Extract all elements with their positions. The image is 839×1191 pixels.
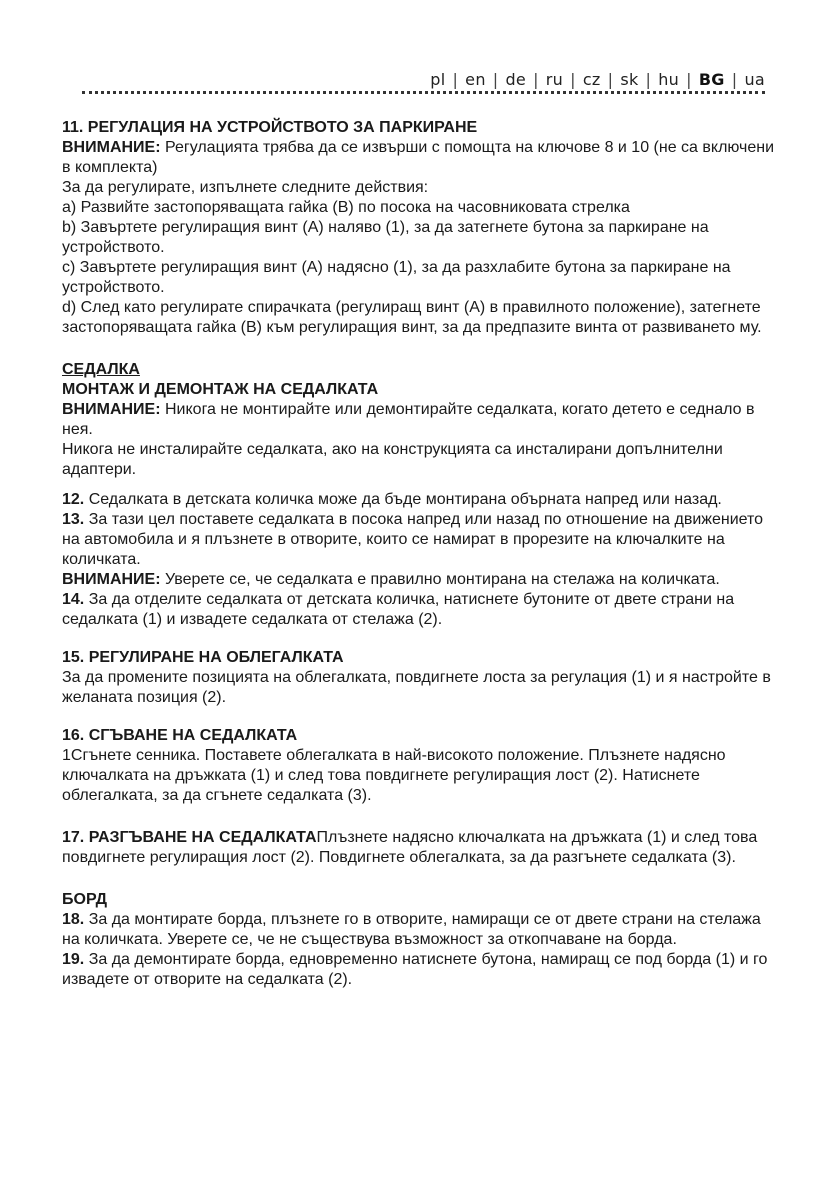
section-11-step-b: b) Завъртете регулиращия винт (A) наляво (1), за да затегнете бутона за паркиране на устройството.: [62, 219, 709, 256]
lang-ua[interactable]: ua: [744, 70, 765, 89]
lang-separator: |: [492, 70, 499, 89]
section-19: [62, 950, 782, 990]
step-number: 18.: [62, 911, 85, 928]
lang-cz[interactable]: cz: [582, 70, 601, 89]
bord-title: БОРД: [62, 891, 108, 908]
section-11-step-c: c) Завъртете регулиращия винт (A) надясно (1), за да разхлабите бутона за паркиране на устройството.: [62, 259, 731, 296]
section-18: [62, 910, 782, 950]
section-14: [62, 590, 782, 630]
seat-warning: [62, 400, 782, 440]
step-text: За да демонтирате борда, едновременно натиснете бутона, намиращ се под борда (1) и го извадете от отворите на седалката (2).: [62, 951, 768, 988]
section-11-warning: [62, 138, 782, 178]
lang-de[interactable]: de: [505, 70, 527, 89]
step-text: За да отделите седалката от детската количка, натиснете бутоните от двете страни на седалката (1) и извадете седалката от стелажа (2).: [62, 591, 735, 628]
warning-text: Регулацията трябва да се извърши с помощта на ключове 8 и 10 (не са включени в комплекта): [62, 139, 775, 176]
language-selector: [430, 70, 765, 89]
section-11-intro: За да регулирате, изпълнете следните действия:: [62, 179, 429, 196]
header-dotted-divider: [82, 91, 765, 94]
step-number: 14.: [62, 591, 85, 608]
section-16-title: 16. СГЪВАНЕ НА СЕДАЛКАТА: [62, 727, 298, 744]
lang-separator: |: [645, 70, 652, 89]
lang-separator: |: [686, 70, 692, 89]
warning-label: ВНИМАНИЕ:: [62, 401, 161, 418]
lang-separator: |: [607, 70, 614, 89]
section-13: [62, 510, 782, 570]
section-12: [62, 490, 782, 510]
lang-pl[interactable]: pl: [430, 70, 446, 89]
lang-sk[interactable]: sk: [620, 70, 639, 89]
lang-ru[interactable]: ru: [545, 70, 564, 89]
step-text: Седалката в детската количка може да бъде монтирана обърната напред или назад.: [84, 491, 722, 508]
section-11-step-d: d) След като регулирате спирачката (регулиращ винт (A) в правилното положение), затегнете застопоряващата гайка (B) към регулиращия винт, за да предпазите винта от развиването му.: [62, 299, 762, 336]
section-15-text: За да промените позицията на облегалката, повдигнете лоста за регулация (1) и я настройте в желаната позиция (2).: [62, 669, 771, 706]
section-15-title: 15. РЕГУЛИРАНЕ НА ОБЛЕГАЛКАТА: [62, 649, 344, 666]
lang-bg-active[interactable]: BG: [698, 70, 725, 89]
step-number: 13.: [62, 511, 85, 528]
section-13-warning: [62, 570, 782, 590]
section-17: [62, 828, 782, 868]
lang-separator: |: [570, 70, 576, 89]
lang-separator: |: [731, 70, 738, 89]
seat-heading: СЕДАЛКА: [62, 361, 140, 378]
seat-mount-title: МОНТАЖ И ДЕМОНТАЖ НА СЕДАЛКАТА: [62, 381, 379, 398]
section-17-title: 17. РАЗГЪВАНЕ НА СЕДАЛКАТА: [62, 829, 317, 846]
lang-separator: |: [533, 70, 539, 89]
lang-en[interactable]: en: [465, 70, 486, 89]
section-16-text: 1Сгънете сенника. Поставете облегалката в най-високото положение. Плъзнете надясно ключалката на дръжката (1) и след това повдигнете регулиращия лост (2). Натиснете облегалката, за да сгънете седалката (3).: [62, 747, 726, 804]
warning-text: Никога не монтирайте или демонтирайте седалката, когато детето е седнало в нея.: [62, 401, 755, 438]
step-text: За да монтирате борда, плъзнете го в отворите, намиращи се от двете страни на стелажа на количката. Уверете се, че не съществува възможност за откопчаване на борда.: [62, 911, 761, 948]
step-number: 12.: [62, 491, 85, 508]
step-text: За тази цел поставете седалката в посока напред или назад по отношение на движението на автомобила и я плъзнете в отворите, които се намират в прорезите на ключалките на количката.: [62, 511, 764, 568]
section-17-text: Плъзнете надясно ключалката на дръжката (1) и след това повдигнете регулиращия лост (2). Повдигнете облегалката, за да разгънете седалката (3).: [62, 829, 758, 866]
section-11-step-a: a) Развийте застопоряващата гайка (B) по посока на часовниковата стрелка: [62, 199, 630, 216]
step-number: 19.: [62, 951, 85, 968]
lang-separator: |: [452, 70, 459, 89]
warning-label: ВНИМАНИЕ:: [62, 571, 161, 588]
warning-text: Уверете се, че седалката е правилно монтирана на стелажа на количката.: [160, 571, 720, 588]
section-11-title: 11. РЕГУЛАЦИЯ НА УСТРОЙСТВОТО ЗА ПАРКИРАНЕ: [62, 119, 478, 136]
manual-content: [62, 118, 782, 990]
warning-label: ВНИМАНИЕ:: [62, 139, 161, 156]
lang-hu[interactable]: hu: [658, 70, 680, 89]
seat-note: Никога не инсталирайте седалката, ако на конструкцията са инсталирани допълнителни адаптери.: [62, 441, 723, 478]
